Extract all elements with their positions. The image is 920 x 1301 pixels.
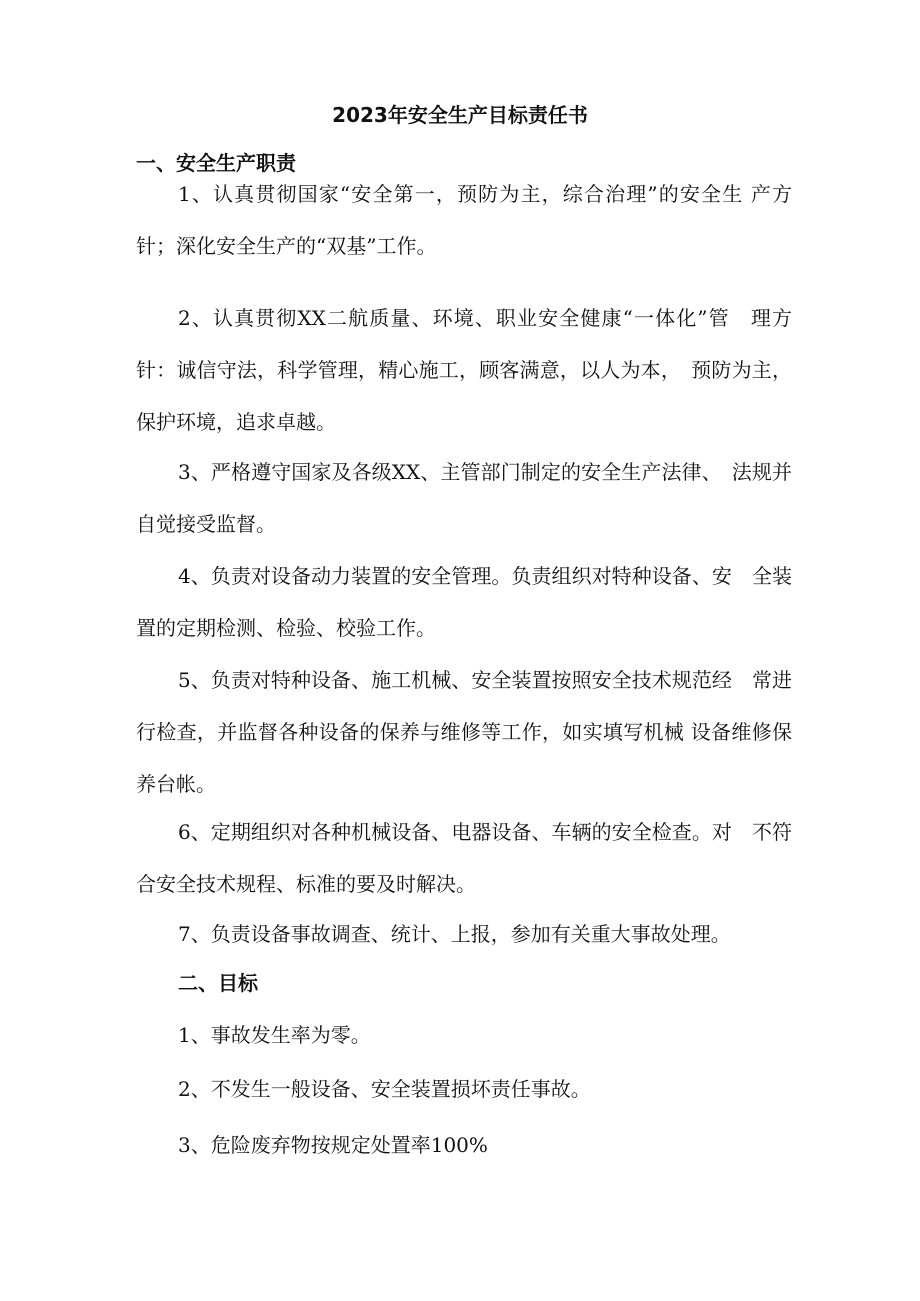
goal-item-2: 2、不发生一般设备、安全装置损坏责任事故。 (178, 1077, 591, 1101)
goal-item-1: 1、事故发生率为零。 (178, 1023, 371, 1047)
responsibility-item-6: 6、定期组织对各种机械设备、电器设备、车辆的安全检查。对 不符合安全技术规程、标准的要及时解决。 (136, 820, 792, 896)
section-heading-goals: 二、目标 (178, 971, 258, 995)
responsibility-item-1: 1、认真贯彻国家“安全第一，预防为主，综合治理”的安全生 产方针；深化安全生产的“双基”工作。 (136, 182, 792, 258)
responsibility-item-4: 4、负责对设备动力装置的安全管理。负责组织对特种设备、安 全装置的定期检测、检验、校验工作。 (136, 564, 792, 640)
responsibility-item-5: 5、负责对特种设备、施工机械、安全装置按照安全技术规范经 常进行检查，并监督各种设备的保养与维修等工作，如实填写机械 设备维修保养台帐。 (136, 668, 792, 796)
responsibility-item-7: 7、负责设备事故调查、统计、上报，参加有关重大事故处理。 (178, 922, 731, 946)
document-title: 2023年安全生产目标责任书 (332, 103, 588, 127)
section-heading-responsibilities: 一、安全生产职责 (136, 151, 296, 175)
responsibility-item-3: 3、严格遵守国家及各级XX、主管部门制定的安全生产法律、 法规并自觉接受监督。 (136, 460, 792, 536)
responsibility-item-2: 2、认真贯彻XX二航质量、环境、职业安全健康“一体化”管 理方针：诚信守法，科学管理，精心施工，顾客满意，以人为本， 预防为主，保护环境，追求卓越。 (136, 306, 792, 434)
goal-item-3: 3、危险废弃物按规定处置率100% (178, 1133, 488, 1157)
